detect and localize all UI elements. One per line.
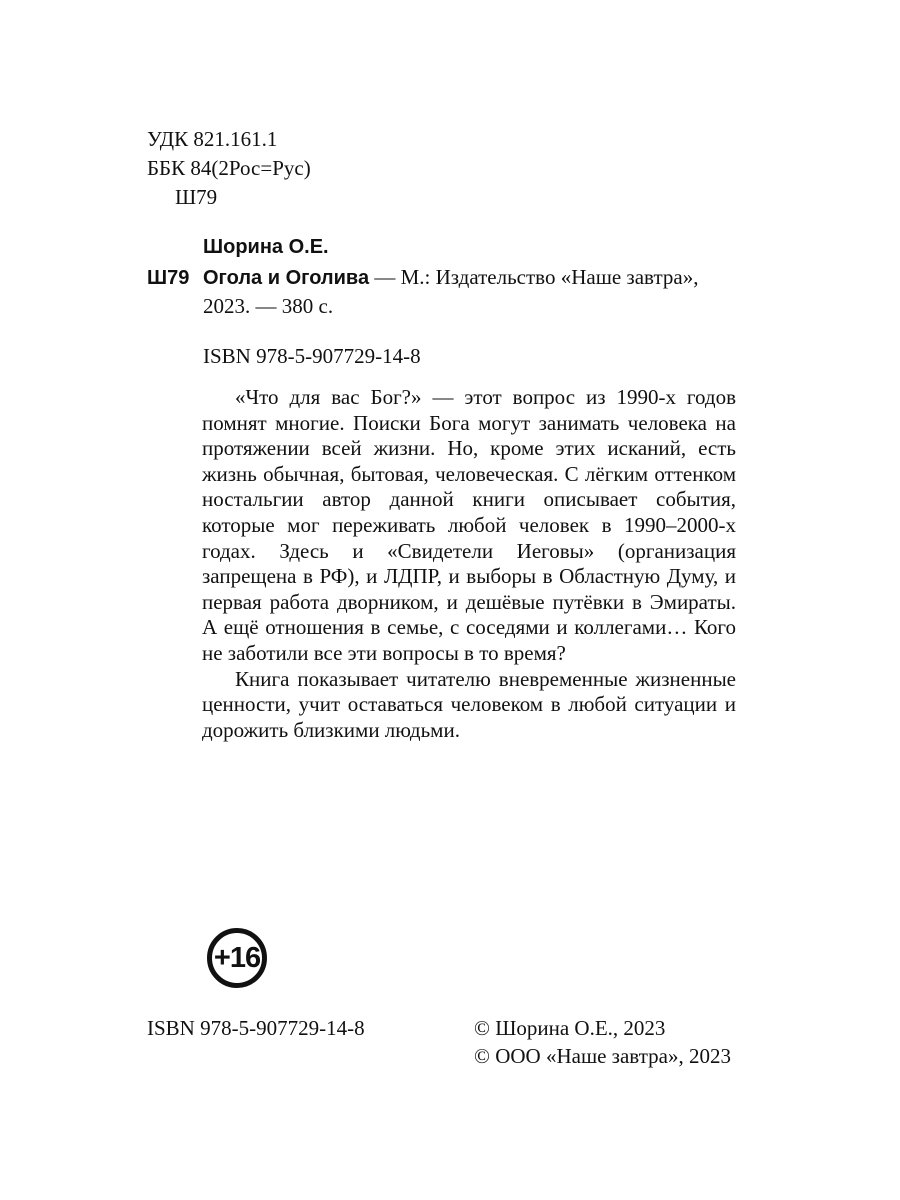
record-isbn: ISBN 978-5-907729-14-8	[203, 344, 421, 368]
author-name: Шорина О.Е.	[203, 236, 329, 258]
author-code: Ш79	[175, 185, 218, 209]
udk-code: УДК 821.161.1	[147, 127, 278, 151]
record-title-line	[203, 267, 698, 288]
record-code: Ш79	[147, 267, 190, 289]
age-rating-text: +16	[213, 941, 261, 974]
bbk-code: ББК 84(2Рос=Рус)	[147, 156, 311, 180]
footer-isbn: ISBN 978-5-907729-14-8	[147, 1016, 365, 1040]
year-pages: 2023. — 380 с.	[203, 294, 334, 318]
copyright-author: © Шорина О.Е., 2023	[474, 1016, 666, 1040]
annotation	[202, 385, 736, 743]
annotation-paragraph: Книга показывает читателю вневременные жизненные ценности, учит оставаться человеком в любой ситуации и дорожить близкими людьми.	[202, 666, 736, 742]
annotation-paragraph: «Что для вас Бог?» — этот вопрос из 1990-х годов помнят многие. Поиски Бога могут занимать человека на протяжении всей жизни. Но, кроме этих исканий, есть жизнь обычная, бытовая, человеческая. С лёгким оттенком ностальгии автор данной книги описывает события, которые мог переживать любой человек в 1990–2000-х годах. Здесь и «Свидетели Иеговы» (организация запрещена в РФ), и ЛДПР, и выборы в Областную Думу, и первая работа дворником, и дешёвые путёвки в Эмираты. А ещё отношения в семье, с соседями и коллегами… Кого не заботили все эти вопросы в то время?	[202, 385, 736, 665]
age-rating-badge	[207, 928, 267, 988]
imprint: — М.: Издательство «Наше завтра»,	[369, 265, 699, 289]
copyright-publisher: © ООО «Наше завтра», 2023	[474, 1044, 731, 1068]
book-title: Огола и Оголива	[203, 267, 370, 289]
